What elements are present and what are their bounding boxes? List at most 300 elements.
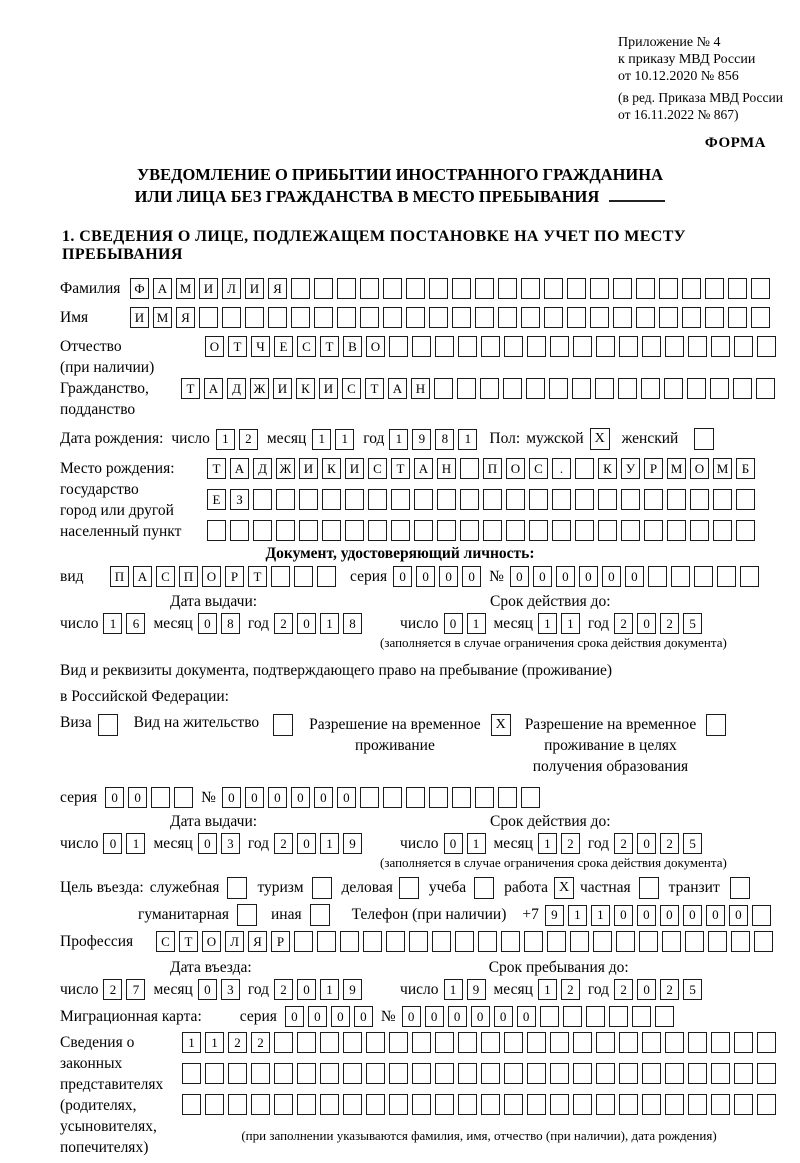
char-cell[interactable]: И xyxy=(245,278,264,299)
char-cell[interactable] xyxy=(527,1032,546,1053)
char-cell[interactable]: 0 xyxy=(222,787,241,808)
char-cell[interactable]: С xyxy=(368,458,387,479)
char-cell[interactable] xyxy=(639,931,658,952)
char-cell[interactable] xyxy=(710,378,729,399)
char-cell[interactable] xyxy=(412,336,431,357)
char-cell[interactable]: 2 xyxy=(561,833,580,854)
char-cell[interactable]: А xyxy=(414,458,433,479)
char-cell[interactable]: 0 xyxy=(308,1006,327,1027)
char-cell[interactable] xyxy=(366,1032,385,1053)
char-cell[interactable] xyxy=(343,1032,362,1053)
char-cell[interactable] xyxy=(475,787,494,808)
char-cell[interactable] xyxy=(618,378,637,399)
char-cell[interactable]: 0 xyxy=(402,1006,421,1027)
char-cell[interactable]: 1 xyxy=(216,429,235,450)
char-cell[interactable]: 0 xyxy=(637,613,656,634)
char-cell[interactable]: 0 xyxy=(268,787,287,808)
char-cell[interactable] xyxy=(498,787,517,808)
char-cell[interactable]: 1 xyxy=(205,1032,224,1053)
char-cell[interactable]: О xyxy=(690,458,709,479)
char-cell[interactable]: Т xyxy=(365,378,384,399)
char-cell[interactable] xyxy=(460,520,479,541)
char-cell[interactable] xyxy=(366,1063,385,1084)
char-cell[interactable]: Р xyxy=(644,458,663,479)
char-cell[interactable] xyxy=(549,378,568,399)
char-cell[interactable]: О xyxy=(366,336,385,357)
char-cell[interactable] xyxy=(271,566,290,587)
char-cell[interactable] xyxy=(207,520,226,541)
char-cell[interactable] xyxy=(529,489,548,510)
char-cell[interactable] xyxy=(705,278,724,299)
char-cell[interactable] xyxy=(343,1094,362,1115)
char-cell[interactable] xyxy=(506,520,525,541)
char-cell[interactable]: Т xyxy=(391,458,410,479)
char-cell[interactable] xyxy=(590,278,609,299)
char-cell[interactable]: У xyxy=(621,458,640,479)
char-cell[interactable]: Я xyxy=(248,931,267,952)
char-cell[interactable]: 0 xyxy=(331,1006,350,1027)
char-cell[interactable] xyxy=(734,1063,753,1084)
char-cell[interactable] xyxy=(412,1032,431,1053)
char-cell[interactable]: 1 xyxy=(103,613,122,634)
char-cell[interactable] xyxy=(694,566,713,587)
char-cell[interactable] xyxy=(711,1063,730,1084)
char-cell[interactable] xyxy=(383,278,402,299)
char-cell[interactable]: 0 xyxy=(393,566,412,587)
char-cell[interactable] xyxy=(527,336,546,357)
char-cell[interactable]: 2 xyxy=(561,979,580,1000)
char-cell[interactable]: П xyxy=(110,566,129,587)
char-cell[interactable] xyxy=(751,278,770,299)
char-cell[interactable]: М xyxy=(176,278,195,299)
char-cell[interactable]: 0 xyxy=(533,566,552,587)
char-cell[interactable]: С xyxy=(529,458,548,479)
char-cell[interactable] xyxy=(527,1094,546,1115)
char-cell[interactable] xyxy=(503,378,522,399)
char-cell[interactable] xyxy=(429,278,448,299)
char-cell[interactable]: А xyxy=(204,378,223,399)
char-cell[interactable] xyxy=(228,1063,247,1084)
char-cell[interactable]: Т xyxy=(320,336,339,357)
char-cell[interactable]: 0 xyxy=(444,613,463,634)
char-cell[interactable] xyxy=(437,489,456,510)
char-cell[interactable] xyxy=(667,520,686,541)
char-cell[interactable] xyxy=(688,1094,707,1115)
char-cell[interactable]: М xyxy=(713,458,732,479)
char-cell[interactable] xyxy=(314,307,333,328)
char-cell[interactable] xyxy=(636,278,655,299)
char-cell[interactable] xyxy=(205,1063,224,1084)
transit-checkbox[interactable] xyxy=(730,877,750,899)
char-cell[interactable] xyxy=(567,307,586,328)
char-cell[interactable] xyxy=(752,905,771,926)
char-cell[interactable]: Т xyxy=(228,336,247,357)
char-cell[interactable] xyxy=(521,307,540,328)
char-cell[interactable]: 1 xyxy=(389,429,408,450)
work-checkbox[interactable]: X xyxy=(554,877,574,899)
char-cell[interactable]: Н xyxy=(411,378,430,399)
char-cell[interactable] xyxy=(642,1094,661,1115)
char-cell[interactable] xyxy=(573,1094,592,1115)
char-cell[interactable]: 0 xyxy=(297,979,316,1000)
char-cell[interactable] xyxy=(460,489,479,510)
char-cell[interactable]: Д xyxy=(227,378,246,399)
char-cell[interactable] xyxy=(687,378,706,399)
char-cell[interactable]: 0 xyxy=(291,787,310,808)
char-cell[interactable] xyxy=(586,1006,605,1027)
char-cell[interactable]: К xyxy=(296,378,315,399)
char-cell[interactable] xyxy=(458,1063,477,1084)
char-cell[interactable] xyxy=(688,336,707,357)
char-cell[interactable] xyxy=(619,1032,638,1053)
char-cell[interactable] xyxy=(573,1063,592,1084)
char-cell[interactable] xyxy=(475,278,494,299)
char-cell[interactable]: 8 xyxy=(343,613,362,634)
char-cell[interactable] xyxy=(506,489,525,510)
char-cell[interactable] xyxy=(705,307,724,328)
char-cell[interactable]: 1 xyxy=(538,613,557,634)
char-cell[interactable] xyxy=(268,307,287,328)
char-cell[interactable]: О xyxy=(205,336,224,357)
char-cell[interactable]: 1 xyxy=(126,833,145,854)
char-cell[interactable]: Т xyxy=(179,931,198,952)
char-cell[interactable] xyxy=(573,1032,592,1053)
char-cell[interactable]: 2 xyxy=(103,979,122,1000)
char-cell[interactable]: 7 xyxy=(126,979,145,1000)
temp-residence-checkbox[interactable]: X xyxy=(491,714,511,736)
char-cell[interactable] xyxy=(740,566,759,587)
char-cell[interactable] xyxy=(299,520,318,541)
char-cell[interactable] xyxy=(688,1032,707,1053)
char-cell[interactable] xyxy=(435,1094,454,1115)
char-cell[interactable] xyxy=(644,520,663,541)
char-cell[interactable] xyxy=(320,1094,339,1115)
char-cell[interactable] xyxy=(547,931,566,952)
char-cell[interactable] xyxy=(708,931,727,952)
char-cell[interactable]: 2 xyxy=(660,979,679,1000)
char-cell[interactable] xyxy=(435,1032,454,1053)
char-cell[interactable]: А xyxy=(153,278,172,299)
char-cell[interactable]: 1 xyxy=(335,429,354,450)
char-cell[interactable]: 0 xyxy=(614,905,633,926)
char-cell[interactable] xyxy=(322,489,341,510)
char-cell[interactable] xyxy=(552,520,571,541)
char-cell[interactable] xyxy=(276,489,295,510)
char-cell[interactable]: 2 xyxy=(239,429,258,450)
char-cell[interactable]: 9 xyxy=(467,979,486,1000)
char-cell[interactable] xyxy=(251,1063,270,1084)
char-cell[interactable]: И xyxy=(273,378,292,399)
char-cell[interactable] xyxy=(406,787,425,808)
char-cell[interactable] xyxy=(314,278,333,299)
char-cell[interactable] xyxy=(642,1063,661,1084)
char-cell[interactable] xyxy=(412,1094,431,1115)
char-cell[interactable] xyxy=(182,1094,201,1115)
char-cell[interactable]: П xyxy=(483,458,502,479)
char-cell[interactable] xyxy=(713,520,732,541)
char-cell[interactable]: И xyxy=(345,458,364,479)
char-cell[interactable]: 0 xyxy=(556,566,575,587)
char-cell[interactable] xyxy=(733,378,752,399)
visa-checkbox[interactable] xyxy=(98,714,118,736)
char-cell[interactable] xyxy=(406,307,425,328)
temp-residence-edu-checkbox[interactable] xyxy=(706,714,726,736)
char-cell[interactable] xyxy=(483,520,502,541)
char-cell[interactable] xyxy=(619,336,638,357)
char-cell[interactable]: Ф xyxy=(130,278,149,299)
char-cell[interactable] xyxy=(682,278,701,299)
char-cell[interactable]: С xyxy=(342,378,361,399)
char-cell[interactable]: 0 xyxy=(285,1006,304,1027)
char-cell[interactable] xyxy=(174,787,193,808)
char-cell[interactable]: 9 xyxy=(343,979,362,1000)
char-cell[interactable] xyxy=(437,520,456,541)
char-cell[interactable]: Т xyxy=(248,566,267,587)
char-cell[interactable] xyxy=(504,1063,523,1084)
char-cell[interactable] xyxy=(182,1063,201,1084)
char-cell[interactable] xyxy=(368,520,387,541)
char-cell[interactable] xyxy=(274,1094,293,1115)
char-cell[interactable] xyxy=(575,520,594,541)
char-cell[interactable] xyxy=(435,336,454,357)
char-cell[interactable] xyxy=(711,1094,730,1115)
char-cell[interactable]: 0 xyxy=(444,833,463,854)
char-cell[interactable] xyxy=(688,1063,707,1084)
char-cell[interactable]: 9 xyxy=(412,429,431,450)
char-cell[interactable]: 6 xyxy=(126,613,145,634)
char-cell[interactable] xyxy=(598,520,617,541)
char-cell[interactable] xyxy=(429,307,448,328)
char-cell[interactable] xyxy=(414,520,433,541)
char-cell[interactable] xyxy=(575,489,594,510)
char-cell[interactable]: 0 xyxy=(683,905,702,926)
char-cell[interactable]: 9 xyxy=(545,905,564,926)
char-cell[interactable] xyxy=(521,278,540,299)
char-cell[interactable]: Е xyxy=(274,336,293,357)
char-cell[interactable]: 0 xyxy=(602,566,621,587)
char-cell[interactable] xyxy=(734,336,753,357)
char-cell[interactable] xyxy=(713,489,732,510)
char-cell[interactable] xyxy=(690,489,709,510)
char-cell[interactable]: 1 xyxy=(182,1032,201,1053)
char-cell[interactable]: Н xyxy=(437,458,456,479)
char-cell[interactable]: 0 xyxy=(579,566,598,587)
char-cell[interactable] xyxy=(340,931,359,952)
char-cell[interactable] xyxy=(662,931,681,952)
char-cell[interactable] xyxy=(366,1094,385,1115)
char-cell[interactable]: 9 xyxy=(343,833,362,854)
char-cell[interactable] xyxy=(671,566,690,587)
char-cell[interactable] xyxy=(655,1006,674,1027)
char-cell[interactable] xyxy=(567,278,586,299)
char-cell[interactable]: 0 xyxy=(471,1006,490,1027)
char-cell[interactable] xyxy=(274,1063,293,1084)
char-cell[interactable]: О xyxy=(202,566,221,587)
char-cell[interactable] xyxy=(711,336,730,357)
char-cell[interactable]: 3 xyxy=(221,833,240,854)
char-cell[interactable] xyxy=(297,1063,316,1084)
char-cell[interactable] xyxy=(363,931,382,952)
char-cell[interactable] xyxy=(481,1063,500,1084)
char-cell[interactable] xyxy=(504,1094,523,1115)
char-cell[interactable] xyxy=(320,1063,339,1084)
char-cell[interactable]: . xyxy=(552,458,571,479)
char-cell[interactable] xyxy=(498,278,517,299)
char-cell[interactable] xyxy=(550,336,569,357)
char-cell[interactable] xyxy=(641,378,660,399)
char-cell[interactable] xyxy=(299,489,318,510)
char-cell[interactable]: 0 xyxy=(425,1006,444,1027)
char-cell[interactable] xyxy=(563,1006,582,1027)
char-cell[interactable] xyxy=(199,307,218,328)
char-cell[interactable] xyxy=(665,1063,684,1084)
char-cell[interactable] xyxy=(389,1063,408,1084)
char-cell[interactable] xyxy=(151,787,170,808)
char-cell[interactable]: К xyxy=(598,458,617,479)
char-cell[interactable]: 0 xyxy=(105,787,124,808)
char-cell[interactable]: 0 xyxy=(297,613,316,634)
char-cell[interactable]: Я xyxy=(176,307,195,328)
char-cell[interactable] xyxy=(320,1032,339,1053)
char-cell[interactable] xyxy=(665,1094,684,1115)
char-cell[interactable] xyxy=(389,336,408,357)
char-cell[interactable] xyxy=(636,307,655,328)
char-cell[interactable] xyxy=(757,1094,776,1115)
char-cell[interactable] xyxy=(452,787,471,808)
char-cell[interactable]: 3 xyxy=(221,979,240,1000)
char-cell[interactable] xyxy=(659,307,678,328)
char-cell[interactable] xyxy=(590,307,609,328)
char-cell[interactable]: 1 xyxy=(467,613,486,634)
char-cell[interactable]: О xyxy=(506,458,525,479)
char-cell[interactable]: Л xyxy=(225,931,244,952)
char-cell[interactable]: 0 xyxy=(448,1006,467,1027)
char-cell[interactable] xyxy=(458,1032,477,1053)
char-cell[interactable] xyxy=(609,1006,628,1027)
char-cell[interactable]: С xyxy=(297,336,316,357)
char-cell[interactable]: 2 xyxy=(660,833,679,854)
char-cell[interactable] xyxy=(412,1063,431,1084)
char-cell[interactable] xyxy=(452,278,471,299)
char-cell[interactable] xyxy=(274,1032,293,1053)
char-cell[interactable] xyxy=(540,1006,559,1027)
char-cell[interactable] xyxy=(414,489,433,510)
char-cell[interactable] xyxy=(317,566,336,587)
char-cell[interactable] xyxy=(504,1032,523,1053)
char-cell[interactable] xyxy=(253,520,272,541)
char-cell[interactable]: 0 xyxy=(637,979,656,1000)
char-cell[interactable]: О xyxy=(202,931,221,952)
char-cell[interactable] xyxy=(457,378,476,399)
char-cell[interactable]: С xyxy=(156,931,175,952)
char-cell[interactable] xyxy=(596,1094,615,1115)
char-cell[interactable]: 0 xyxy=(510,566,529,587)
char-cell[interactable] xyxy=(383,307,402,328)
char-cell[interactable] xyxy=(345,489,364,510)
char-cell[interactable]: Л xyxy=(222,278,241,299)
char-cell[interactable]: 2 xyxy=(274,979,293,1000)
char-cell[interactable] xyxy=(368,489,387,510)
char-cell[interactable]: 0 xyxy=(416,566,435,587)
char-cell[interactable] xyxy=(593,931,612,952)
char-cell[interactable] xyxy=(345,520,364,541)
other-checkbox[interactable] xyxy=(310,904,330,926)
male-checkbox[interactable]: X xyxy=(590,428,610,450)
char-cell[interactable]: 8 xyxy=(435,429,454,450)
char-cell[interactable] xyxy=(205,1094,224,1115)
char-cell[interactable] xyxy=(458,336,477,357)
char-cell[interactable] xyxy=(529,520,548,541)
char-cell[interactable] xyxy=(337,307,356,328)
char-cell[interactable] xyxy=(475,307,494,328)
char-cell[interactable] xyxy=(360,307,379,328)
char-cell[interactable] xyxy=(480,378,499,399)
char-cell[interactable]: 0 xyxy=(494,1006,513,1027)
char-cell[interactable]: М xyxy=(667,458,686,479)
char-cell[interactable] xyxy=(682,307,701,328)
char-cell[interactable]: 0 xyxy=(198,833,217,854)
char-cell[interactable]: 2 xyxy=(251,1032,270,1053)
char-cell[interactable] xyxy=(665,1032,684,1053)
char-cell[interactable] xyxy=(317,931,336,952)
official-checkbox[interactable] xyxy=(227,877,247,899)
char-cell[interactable] xyxy=(570,931,589,952)
char-cell[interactable] xyxy=(435,1063,454,1084)
char-cell[interactable] xyxy=(711,1032,730,1053)
char-cell[interactable] xyxy=(731,931,750,952)
char-cell[interactable]: 1 xyxy=(320,613,339,634)
char-cell[interactable] xyxy=(573,336,592,357)
char-cell[interactable] xyxy=(757,1063,776,1084)
char-cell[interactable]: 0 xyxy=(637,833,656,854)
char-cell[interactable]: 0 xyxy=(198,979,217,1000)
char-cell[interactable]: 1 xyxy=(561,613,580,634)
char-cell[interactable] xyxy=(596,1032,615,1053)
char-cell[interactable]: 1 xyxy=(320,979,339,1000)
char-cell[interactable]: Ж xyxy=(276,458,295,479)
char-cell[interactable]: 1 xyxy=(320,833,339,854)
char-cell[interactable] xyxy=(667,489,686,510)
char-cell[interactable]: 0 xyxy=(354,1006,373,1027)
char-cell[interactable] xyxy=(734,1032,753,1053)
char-cell[interactable]: П xyxy=(179,566,198,587)
char-cell[interactable]: 0 xyxy=(517,1006,536,1027)
char-cell[interactable]: 2 xyxy=(274,613,293,634)
char-cell[interactable] xyxy=(222,307,241,328)
char-cell[interactable]: И xyxy=(199,278,218,299)
char-cell[interactable] xyxy=(659,278,678,299)
char-cell[interactable] xyxy=(728,307,747,328)
char-cell[interactable]: 0 xyxy=(314,787,333,808)
char-cell[interactable] xyxy=(619,1094,638,1115)
char-cell[interactable] xyxy=(575,458,594,479)
female-checkbox[interactable] xyxy=(694,428,714,450)
char-cell[interactable]: З xyxy=(230,489,249,510)
humanitarian-checkbox[interactable] xyxy=(237,904,257,926)
char-cell[interactable] xyxy=(460,458,479,479)
char-cell[interactable] xyxy=(504,336,523,357)
char-cell[interactable]: А xyxy=(230,458,249,479)
char-cell[interactable] xyxy=(481,1032,500,1053)
char-cell[interactable] xyxy=(483,489,502,510)
char-cell[interactable] xyxy=(294,931,313,952)
char-cell[interactable] xyxy=(642,1032,661,1053)
char-cell[interactable]: И xyxy=(299,458,318,479)
char-cell[interactable] xyxy=(434,378,453,399)
char-cell[interactable] xyxy=(481,1094,500,1115)
char-cell[interactable] xyxy=(409,931,428,952)
char-cell[interactable] xyxy=(728,278,747,299)
